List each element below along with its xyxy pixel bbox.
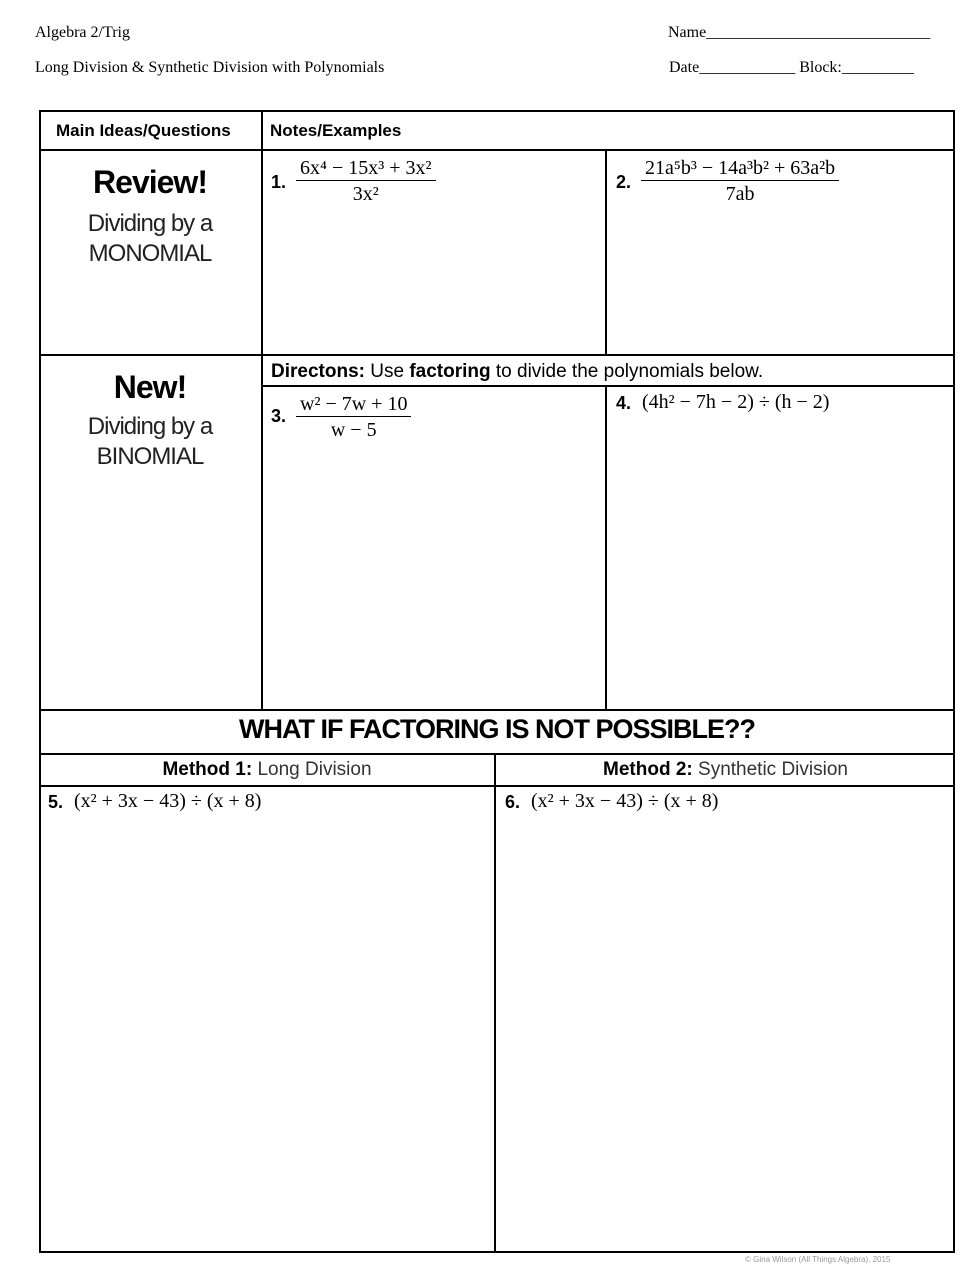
problem-2-fraction bbox=[641, 156, 839, 207]
problem-3-number: 3. bbox=[271, 406, 287, 426]
problem-4-expression: (4h² − 7h − 2) ÷ (h − 2) bbox=[642, 391, 830, 413]
review-title: Review! bbox=[93, 164, 207, 200]
directions-post: to divide the polynomials below. bbox=[495, 361, 764, 382]
problem-2-denominator: 7ab bbox=[725, 183, 755, 205]
problem-1-number: 1. bbox=[271, 172, 287, 192]
directions-bold: factoring bbox=[409, 361, 491, 382]
new-subtitle-line2: BINOMIAL bbox=[96, 443, 204, 470]
date-block-field[interactable]: Date____________ Block:_________ bbox=[669, 59, 914, 76]
problem-3-fraction bbox=[296, 392, 411, 443]
notes-table bbox=[39, 110, 955, 1253]
problem-6-expression: (x² + 3x − 43) ÷ (x + 8) bbox=[531, 790, 719, 812]
review-subtitle-line1: Dividing by a bbox=[87, 210, 213, 237]
problem-5-number: 5. bbox=[48, 792, 64, 812]
method-2-label: Method 2: bbox=[603, 759, 693, 780]
course-title: Algebra 2/Trig bbox=[35, 24, 130, 41]
directions-label: Directons: bbox=[271, 361, 365, 382]
name-field[interactable]: Name____________________________ bbox=[668, 24, 931, 41]
column-header-notes: Notes/Examples bbox=[270, 121, 402, 140]
problem-2-number: 2. bbox=[616, 172, 632, 192]
problem-1-denominator: 3x² bbox=[352, 183, 379, 205]
new-subtitle-line1: Dividing by a bbox=[87, 413, 213, 440]
problem-5-expression: (x² + 3x − 43) ÷ (x + 8) bbox=[74, 790, 262, 812]
method-1-label: Method 1: bbox=[162, 759, 253, 780]
method-2-header bbox=[496, 759, 955, 781]
copyright-footer: © Gina Wilson (All Things Algebra), 2015 bbox=[745, 1255, 891, 1264]
problem-4-number: 4. bbox=[616, 393, 632, 413]
problem-2-numerator: 21a⁵b³ − 14a³b² + 63a²b bbox=[641, 156, 839, 181]
worksheet-topic: Long Division & Synthetic Division with Polynomials bbox=[35, 59, 385, 76]
review-subtitle-line2: MONOMIAL bbox=[88, 240, 212, 267]
problem-1-numerator: 6x⁴ − 15x³ + 3x² bbox=[296, 156, 436, 181]
method-1-header bbox=[39, 759, 495, 781]
column-header-main-ideas: Main Ideas/Questions bbox=[56, 121, 231, 140]
section-title: WHAT IF FACTORING IS NOT POSSIBLE?? bbox=[239, 714, 755, 744]
method-1-text: Long Division bbox=[257, 759, 372, 780]
problem-1-fraction bbox=[296, 156, 436, 207]
problem-6-number: 6. bbox=[505, 792, 521, 812]
new-title: New! bbox=[113, 369, 187, 405]
directions-pre: Use bbox=[370, 361, 405, 382]
method-2-text: Synthetic Division bbox=[698, 759, 848, 780]
problem-3-denominator: w − 5 bbox=[330, 419, 377, 441]
directions bbox=[271, 361, 763, 383]
problem-3-numerator: w² − 7w + 10 bbox=[296, 392, 411, 417]
